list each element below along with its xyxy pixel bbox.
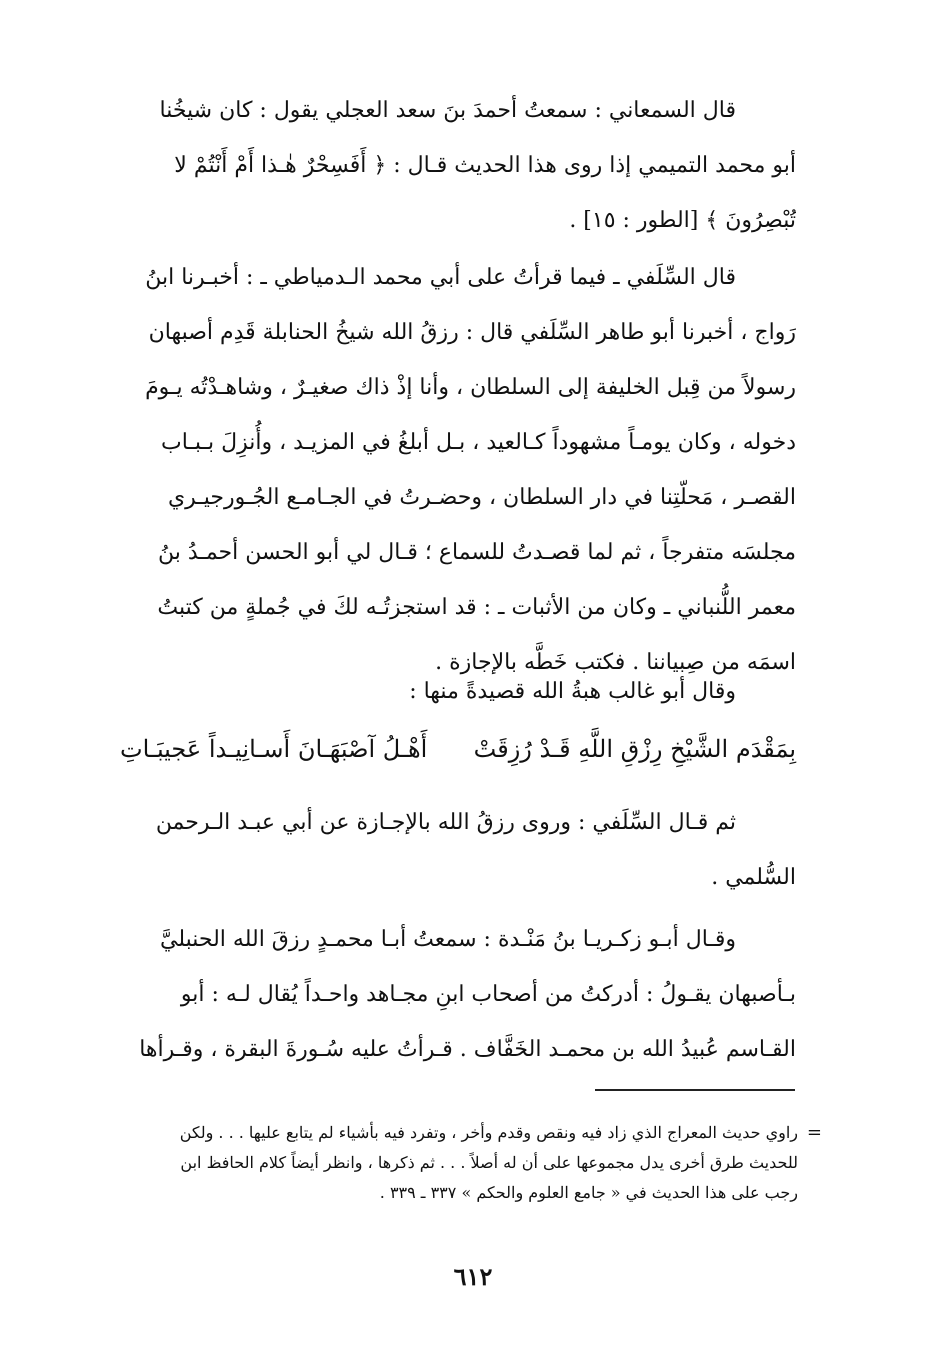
footnote-line: راوي حديث المعراج الذي زاد فيه ونقص وقدم وأخر ، وتفرد فيه بأشياء لم يتابع عليها . . . ولكن — [179, 1123, 798, 1142]
text-line: السُّلمي . — [711, 865, 796, 890]
footnote-divider — [595, 1089, 795, 1091]
text-line: قال السِّلَفي ـ فيما قرأتُ على أبي محمد الـدمياطي ـ : أخبـرنا ابنُ — [145, 265, 736, 290]
poem-verse — [120, 722, 796, 777]
text-line: أبو محمد التميمي إذا روى هذا الحديث قـال : ﴿ أَفَسِحْرٌ هٰـذا أَمْ أَنْتُمْ لا — [174, 153, 796, 178]
text-line: دخوله ، وكان يومـاً مشهوداً كـالعيد ، بـل أبلغُ في المزيـد ، وأُنزِلَ بـبـاب — [161, 430, 796, 455]
text-line: تُبْصِرُونَ ﴾ [الطور : ١٥] . — [569, 208, 796, 233]
paragraph-5 — [120, 912, 796, 1077]
text-line: القصـر ، مَحلّتِنا في دار السلطان ، وحضـرتُ في الجـامـع الجُـورجيـري — [167, 485, 796, 510]
text-line: القـاسم عُبيدُ الله بن محمـد الخَفَّاف . قـرأتُ عليه سُـورةَ البقرة ، وقـرأها — [139, 1037, 796, 1062]
text-line: قال السمعاني : سمعتُ أحمدَ بنَ سعد العجلي يقول : كان شيخُنا — [159, 98, 736, 123]
paragraph-1 — [120, 83, 796, 248]
text-line: بـأصبهان يقـولُ : أدركتُ من أصحاب ابنِ مجـاهد واحـداً يُقال لـه : أبو — [180, 982, 796, 1007]
text-line: ثم قـال السِّلَفي : وروى رزقُ الله بالإجـازة عن أبي عبـد الـرحمن — [155, 810, 736, 835]
footnote-continuation-marker: = — [806, 1122, 822, 1143]
footnote-line: رجب على هذا الحديث في « جامع العلوم والحكم » ٣٣٧ ـ ٣٣٩ . — [379, 1183, 798, 1202]
text-line: وقـال أبـو زكـريـا بنُ مَنْـدة : سمعتُ أبـا محمـدٍ رزقَ الله الحنبليَّ — [160, 927, 736, 952]
text-line: رسولاً من قِبل الخليفة إلى السلطان ، وأنا إذْ ذاك صغيـرٌ ، وشاهـدْتُه يـومَ — [145, 375, 796, 400]
paragraph-4 — [120, 795, 796, 905]
footnote — [120, 1118, 820, 1208]
verse-first-hemistich: بِمَقْدَم الشَّيْخِ رِزْقِ اللَّهِ قَـدْ رُزِقَتْ — [473, 735, 796, 763]
text-line: معمر اللُّنباني ـ وكان من الأثبات ـ : قد استجزتُـه لكَ في جُملةٍ من كتبتُ — [157, 595, 796, 620]
text-line: اسمَه من صِبياننا . فكتب خَطَّه بالإجازة . — [435, 650, 796, 675]
verse-second-hemistich: أَهْـلُ آصْبَهَـانَ أَسـانِيـداً عَجيبَـاتِ — [120, 735, 428, 763]
page-number: ٦١٢ — [453, 1262, 493, 1291]
paragraph-3 — [120, 664, 796, 719]
footnote-line: للحديث طرق أخرى يدل مجموعها على أن له أصلاً . . . ثم ذكرها ، وانظر أيضاً كلام الحافظ ابن — [180, 1153, 798, 1172]
text-line: مجلسَه متفرجاً ، ثم لما قصـدتُ للسماع ؛ قـال لي أبو الحسن أحمـدُ بنُ — [157, 540, 796, 565]
text-line: رَواج ، أخبرنا أبو طاهر السِّلَفي قال : رزقُ الله شيخُ الحنابلة قَدِم أصبهان — [148, 320, 796, 345]
paragraph-2 — [120, 250, 796, 690]
text-line: وقال أبو غالب هبةُ الله قصيدةً منها : — [409, 679, 736, 704]
